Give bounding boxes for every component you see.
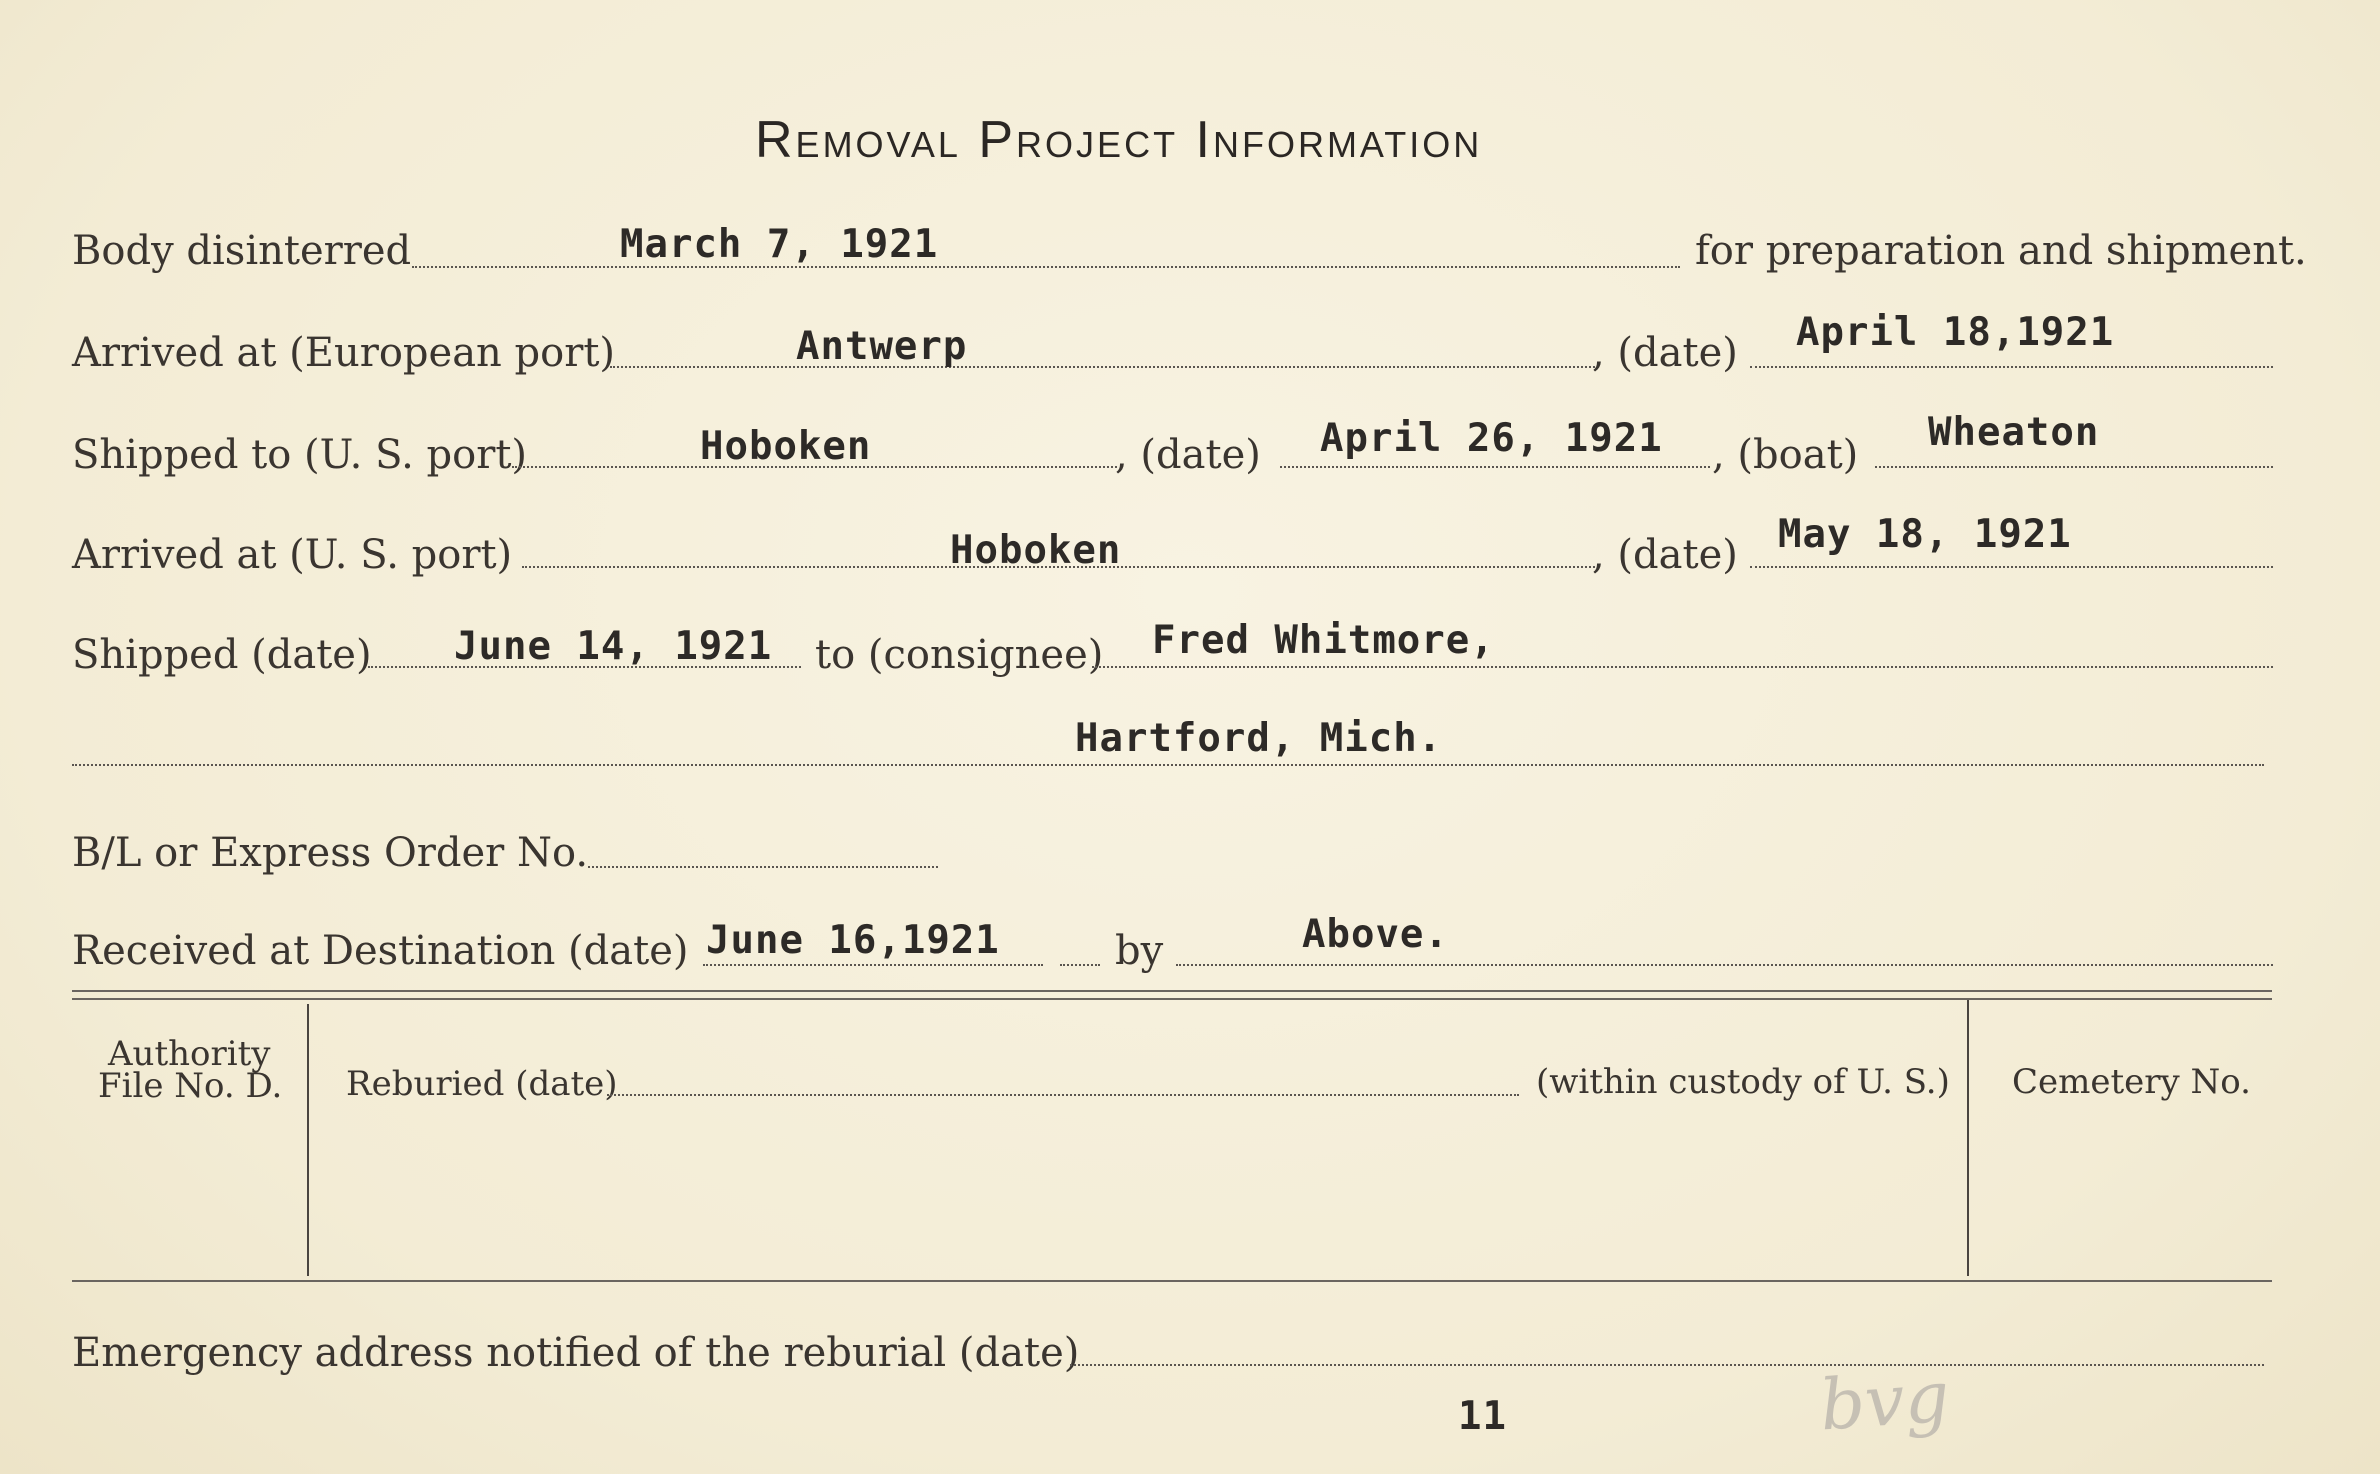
arrived-us-port: Hoboken: [950, 528, 1122, 573]
shipped-us-label: Shipped to (U. S. port): [72, 432, 527, 478]
shipped-us-date-label: , (date): [1115, 432, 1261, 478]
custody-label: (within custody of U. S.): [1536, 1062, 1950, 1102]
pencil-initials: bvg: [1817, 1355, 1952, 1447]
arrived-us-date: May 18, 1921: [1778, 512, 2072, 557]
shipped-date-value: June 14, 1921: [454, 624, 773, 669]
reburied-date-line: [607, 1094, 1519, 1096]
consignee-line: [1092, 666, 2273, 668]
received-date-value: June 16,1921: [706, 918, 1000, 963]
reburied-date-label: Reburied (date): [346, 1064, 618, 1104]
shipped-us-boat-label: , (boat): [1712, 432, 1859, 478]
shipped-us-boat: Wheaton: [1928, 410, 2100, 455]
received-by-line: [1176, 964, 2273, 966]
consignee-value: Fred Whitmore,: [1152, 618, 1495, 663]
box-top-rule-1: [72, 990, 2272, 992]
arrived-european-date-line: [1750, 366, 2273, 368]
authority-label-line1: Authority: [108, 1034, 271, 1074]
emergency-date-line: [1070, 1364, 2264, 1366]
arrived-european-port-line: [610, 366, 1595, 368]
consignee-label: to (consignee): [815, 632, 1104, 678]
shipped-us-port: Hoboken: [700, 424, 872, 469]
form-title: Removal Project Information: [755, 111, 1483, 169]
box-divider-right: [1967, 1000, 1969, 1276]
emergency-label: Emergency address notified of the reburial (date): [72, 1330, 1080, 1376]
shipped-us-boat-line: [1875, 466, 2273, 468]
arrived-european-port: Antwerp: [796, 324, 968, 369]
received-by-label: by: [1115, 928, 1164, 974]
shipped-us-date-line: [1280, 466, 1710, 468]
body-disinterred-value: March 7, 1921: [620, 222, 939, 267]
arrived-european-label: Arrived at (European port): [72, 330, 616, 376]
bl-order-label: B/L or Express Order No.: [72, 830, 589, 876]
authority-label-line2: File No. D.: [98, 1066, 283, 1106]
arrived-european-date-label: , (date): [1592, 330, 1738, 376]
received-by-value: Above.: [1302, 912, 1449, 957]
bl-order-line: [588, 866, 938, 868]
arrived-us-date-line: [1750, 566, 2273, 568]
received-label: Received at Destination (date): [72, 928, 689, 974]
box-bottom-rule: [72, 1280, 2272, 1282]
consignee-address: Hartford, Mich.: [1075, 716, 1443, 761]
cemetery-number-label: Cemetery No.: [2012, 1062, 2251, 1102]
arrived-european-date: April 18,1921: [1796, 310, 2115, 355]
received-date-line-tail: [1060, 964, 1100, 966]
body-disinterred-suffix: for preparation and shipment.: [1695, 228, 2307, 274]
body-disinterred-line: [412, 266, 1680, 268]
box-top-rule-2: [72, 998, 2272, 1000]
shipped-us-date: April 26, 1921: [1320, 416, 1663, 461]
shipped-date-label: Shipped (date): [72, 632, 372, 678]
consignee-address-line: [72, 764, 2264, 766]
body-disinterred-label: Body disinterred: [72, 228, 412, 274]
box-divider-left: [307, 1004, 309, 1276]
arrived-us-date-label: , (date): [1592, 532, 1738, 578]
arrived-us-label: Arrived at (U. S. port): [72, 532, 513, 578]
footer-number: 11: [1458, 1394, 1507, 1439]
received-date-line: [703, 964, 1043, 966]
